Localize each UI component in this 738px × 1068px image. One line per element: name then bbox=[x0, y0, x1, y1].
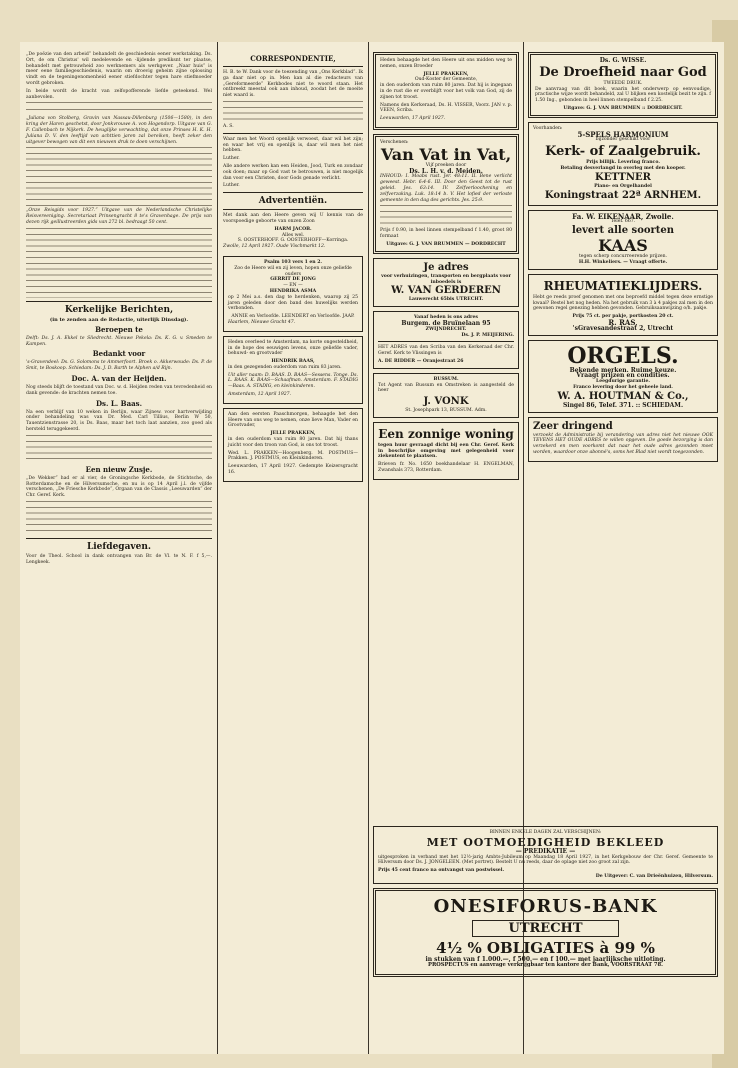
newspaper-page bbox=[20, 42, 724, 1054]
book-ad bbox=[528, 52, 718, 118]
review-text: „De poëzie van den arbeid” behandelt de geschiedenis eener werkstaking. Ds. Ort, de om Christus' wil medelevende en -lijdende prediksnt ter plaatse, behandelt met getrouwheid zoo werknemers als werkgever. „Naar huis” is meer eene familiegeschiedenis, waarin om droevig geheim zijne oplossing vindt en de tegeningenomenheid eener stiefdochter tegen hare stiefmoeder wordt gebroken. bbox=[26, 52, 212, 86]
column-2 bbox=[223, 52, 363, 486]
ad-text: Zoo de Heere wil en zij leven, hopen onze geliefde ouders bbox=[234, 265, 352, 277]
harmonium-ad bbox=[528, 122, 718, 206]
subheading: Doc. A. van der Heijden. bbox=[71, 373, 167, 383]
ad-text: Franco levering door het geheele land. bbox=[573, 384, 673, 390]
ad-text: S. OOSTERHOFF. G. OOSTERHOFF—Korringa. bbox=[237, 238, 349, 244]
article-text: Voor de Theol. School in dank ontvangen van Br. de Vl. te N. F. f 5,—. Lengkeek. bbox=[26, 553, 212, 565]
ad-text: Vraagt prijzen en condities. bbox=[576, 372, 670, 380]
notice-ad bbox=[528, 417, 718, 462]
ad-text: Telef. 667. bbox=[610, 219, 636, 225]
ad-heading: ORGELS. bbox=[567, 342, 679, 369]
ad-address: Singel 86, Telef. 371. :: SCHIEDAM. bbox=[562, 401, 684, 409]
ad-heading: Je adres bbox=[423, 261, 469, 273]
ad-text: bijzonder geschikt voor bbox=[595, 137, 651, 143]
ad-name: HENDRIKA ASMA bbox=[269, 288, 317, 294]
ad-text: Prijs 75 ct. per pakje, portkosten 20 ct. bbox=[572, 314, 674, 320]
ad-text: Alles wel. bbox=[281, 232, 305, 238]
ad-text: ANNIE en Verloofde. LEENDERT en Verloofde. JAAP. bbox=[231, 314, 355, 320]
quote-text: Waar men het Woord openlijk verwoest, daar wil het zijn; en waar het vrij en openlijk is, daar wil men het niet hebben. bbox=[223, 136, 363, 154]
ad-text: INHOUD: I. Moabs rust. Jer. 48:11. II. Bene verlicht geweest. Hebr. 6:4-6. III. Door den Geest tot de rust geleid. Jes. 63:14. IV. Zelfverloochening en zelfverzaking. Luk. 18:14 b. V. Het lofied der verloste gemeente in den dag des gerichts. Jes. 25:9. bbox=[380, 174, 512, 203]
ad-text: Namens den Kerkeraad, Ds. H. VISSER, Voorz. JAN v. p. VEEN, Scriba. bbox=[380, 102, 512, 114]
sermon-ad bbox=[373, 826, 718, 884]
signature: A. S. bbox=[223, 123, 234, 129]
ad-name: A. DE RIDDER — Oranjestraat 26 bbox=[378, 358, 464, 364]
quote-text: Alle andere werken kan een Heiden, Jood, Turk en zondaar ook doen; maar op God vast te betrouwen, is niet mogelijk dan voor een Christen, door Gods genade verlicht. bbox=[223, 163, 363, 181]
ad-text: voor verhuizingen, transporten en bergplaats voor inboedels is bbox=[381, 273, 511, 285]
ad-text: verzoekt de Administratie bij verandering van adres niet het nieuwe OOK TEVENS HET OUDE ADRES te willen opgeven. De goede bezorging is dan verzekerd en men voorkomt dat naar het oude adres gezonden moet worden, waardoor onze abonné's, soms het Blad niet wordt toegezonden. bbox=[533, 432, 713, 455]
publisher: De Uitgever: C. van Drieënhuizen, Hilversum. bbox=[595, 873, 713, 879]
review-text: In beide wordt de kracht van zelfopofferende liefde geteekend. Wel aanbevolen. bbox=[26, 88, 212, 100]
ad-name: W. A. HOUTMAN & Co., bbox=[557, 390, 689, 402]
ad-text: BINNEN ENKELE DAGEN ZAL VERSCHIJNEN: bbox=[489, 830, 602, 835]
ad-heading: 5-SPELS HARMONIUM bbox=[577, 129, 669, 139]
review-text: „Juliana von Stolberg, Gravin van Nassau-Dillenburg (1506—1580), in den kring der Haren geschetst, door Jonkvrouwe A. von Hogendorp. Uitgave van G. F. Callenbach te Nijkerk. De heuglijke verwachting, dat onze Prinses H. K. H. Juliana D. V. den leeftijd van achttien jaren zal bereiken, heeft zeker den uitgever bewogen van dit een nieuwen druk te doen verschijnen. bbox=[26, 116, 212, 145]
obituary-ad bbox=[223, 408, 363, 482]
signature: Luther. bbox=[223, 183, 240, 189]
ad-text: H.H. Winkeliers. — Vraagt offerte. bbox=[578, 259, 668, 265]
review-text: „Onze Reisgids voor 1927.” Uitgave van de Nederlandsche Christelijke Reisvereeniging. Secretariaat Prinsengracht 8 te's Gravenhage. De prijs van dezen rijk geillustreerden gids van 272 bl. bedraagt 50 cent. bbox=[26, 208, 212, 225]
ad-text: Voorhanden: bbox=[533, 125, 563, 131]
article-text: H. B. te W. Dank voor de toezending van „Ons Kerkblad”. Ik ga daar niet op in. Men kan al die redacteurs van „Gereformeerde” Kerkbodes niet te woord staan. Het ontbreekt meestal ook aan inhoud, zoodat het de moeite niet waard is. bbox=[223, 70, 363, 99]
ad-subheading: UTRECHT bbox=[472, 920, 619, 937]
publisher: Uitgave: G. J. VAN BRUMMEN :: DORDRECHT. bbox=[563, 105, 683, 111]
ad-address: Burgem. de Bruïnelaan 95 bbox=[401, 319, 491, 327]
ad-name: HENDRIK BAAS, bbox=[271, 359, 315, 365]
ad-name: JELLE PRAKKEN, bbox=[270, 431, 316, 437]
ad-text: De aanvraag van dit boek, waarin het onderwerp op eenvoudige, practische wijze wordt behandeld, zal U blijken een kostelijk bezit te zijn. f 1.50 Ing., gebonden in heel linnen stempelband f 2.25. bbox=[535, 86, 711, 104]
book-author: Ds. G. WISSE. bbox=[599, 57, 647, 64]
ad-name: HARM JACOB. bbox=[274, 226, 312, 232]
ad-text: Heden behaagde het den Heere uit ons midden weg te nemen, onzen Broeder bbox=[380, 58, 512, 69]
section-subheading: (in te zenden aan de Redactie, uiterlijk Dinsdag). bbox=[49, 316, 189, 323]
ad-text: Leeuwarden, 17 April 1927. bbox=[380, 116, 446, 122]
ad-text: Oud-Koster der Gemeente, bbox=[414, 77, 478, 83]
ad-text: Heden overleed te Amsterdam, na korte ongesteldheid, in de hope des eeuwigen levens, onze geliefde vader, behuwd- en grootvader bbox=[228, 339, 358, 357]
ad-text: in stukken van f 1.000.—, f 500.— en f 100.— met jaarlijksche uitloting. bbox=[425, 955, 666, 963]
ad-name: W. VAN GERDEREN bbox=[391, 285, 501, 297]
ad-address: 'sGravesandestraat 2, Utrecht bbox=[572, 324, 674, 332]
ad-text: Betaling desverlangd in overleg met den kooper. bbox=[560, 165, 686, 171]
ad-text: in den gezegenden ouderdom van ruim 83 jaren. bbox=[228, 364, 342, 370]
ad-text: Hebt ge reeds proef genomen met ons beproefd middel tegen deze ernstige kwaal? Bestel het nog heden. Na het gebruik van 3 à 4 pakjes zal men in den gewonen regel genezing hebben gevonden. Gebruiksaanwijzing o/h. pakje. bbox=[533, 294, 713, 312]
section-heading: Kerkelijke Berichten, bbox=[64, 304, 174, 315]
ad-text: Verschenen: bbox=[380, 139, 409, 145]
ad-text: Piano- en Orgelhandel bbox=[594, 183, 652, 189]
address-ad bbox=[373, 311, 519, 369]
ad-heading: MET OOTMOEDIGHEID BEKLEED bbox=[426, 835, 665, 849]
ad-text: Prijs 45 cent franco na ontvangst van postwissel. bbox=[378, 868, 505, 874]
section-heading: CORRESPONDENTIE, bbox=[250, 54, 336, 63]
ad-heading: Een zonnige woning bbox=[378, 426, 514, 441]
ad-name: Ds. J. P. MEIJERING. bbox=[461, 332, 514, 338]
subheading: Beroepen te bbox=[95, 324, 143, 334]
article-text: Delft: Ds. J. A. Ekkel te Sliedrecht. Nieuwe Pekela: Ds. K. G. v. Smeden te Kampen. bbox=[26, 335, 212, 347]
ad-address: Lauwerecht 65bis UTRECHT. bbox=[408, 297, 484, 303]
ad-name: J. VONK bbox=[423, 396, 469, 408]
section-heading: Advertentiën. bbox=[258, 196, 328, 207]
ad-text: Wed. L. PRAKKEN—Hoogenberg. M. POSTMUS—Prakken. J. POSTMUS, en Kleinkinderen. bbox=[228, 450, 358, 462]
ad-name: GERRIT DE JONG bbox=[270, 277, 316, 283]
ad-text: Leeuwarden, 17 April 1927. Gedempte Keizersgracht 16. bbox=[228, 464, 358, 476]
ad-name: KETTNER bbox=[595, 171, 651, 183]
ad-text: in den ouderdom van ruim 80 jaren. Dat hij thans juicht voor den troon van God, is ons tot troost. bbox=[228, 437, 358, 448]
column-rule bbox=[217, 42, 218, 1054]
column-4 bbox=[528, 52, 718, 466]
obituary-ad bbox=[223, 336, 363, 404]
ad-text: Prijs billijk. Levering franco. bbox=[586, 160, 660, 166]
ad-text: TWEEDE DRUK. bbox=[603, 80, 643, 86]
ad-text: — EN — bbox=[283, 283, 303, 289]
ad-text: uitgesproken in verband met het 12½-jarig Ambts-Jubileum op Maandag 18 April 1927, in het Kerkgebouw der Chr. Geref. Gemeente te Hilversum door Ds. J. JONGELEEN. (Met portret). Bestelt U nu reeds, daar de oplage niet zoo groot zal zijn. bbox=[378, 854, 713, 866]
anniversary-ad bbox=[223, 256, 363, 332]
ad-name: JELLE PRAKKEN, bbox=[423, 71, 469, 77]
book-title: De Droefheid naar God bbox=[539, 64, 707, 80]
ad-heading: ONESIFORUS-BANK bbox=[433, 895, 658, 917]
ad-subheading: — PREDIKATIE — bbox=[515, 847, 576, 855]
ad-heading: Psalm 103 vers 1 en 2. bbox=[263, 259, 323, 265]
agent-ad bbox=[373, 373, 519, 418]
article-text: Nog steeds blijft de toestand van Doc. w. d. Heijden reden van tevredenheid en dank gevende: de krachten nemen toe. bbox=[26, 384, 212, 396]
ad-text: Met dank aan den Heere geven wij U kennis van de voorspoedige geboorte van onzen Zoon bbox=[223, 213, 363, 224]
ad-text: Vanaf heden is ons adres bbox=[414, 315, 478, 321]
ad-heading: Zeer dringend bbox=[533, 420, 613, 432]
housing-ad bbox=[373, 422, 519, 480]
ad-heading: BUSSUM. bbox=[433, 376, 459, 382]
publisher: Uitgave: G. J. VAN BRUMMEN — DORDRECHT bbox=[386, 241, 506, 247]
article-text: Na een verblijf van 10 weken in Berlijn, waar Zijnew. voor hartverwijding onder behandeling was van Dr. Med. Carl Tillius, Berlin W 50, Tauentzienstrasse 20, is Ds. Baas, maar het toch laat aanzien, zoo goed als hersteld teruggekeerd. bbox=[26, 409, 212, 432]
ad-address: Brieven fr. No. 1650 boekhandelaar H. ENGELMAN, Zwanshals 373, Rotterdam. bbox=[378, 462, 514, 474]
ad-text: Bekende merken. Ruime keuze. bbox=[569, 366, 677, 374]
subheading: Ds. L. Baas. bbox=[95, 398, 143, 408]
obituary-ad bbox=[373, 52, 519, 130]
subheading: Een nieuw Zusje. bbox=[85, 464, 153, 474]
moving-ad bbox=[373, 258, 519, 307]
ad-text: op 2 Mei a.s. den dag te herdenken, waarop zij 25 jaren geleden door den band des huwelijks werden verbonden. bbox=[228, 294, 358, 312]
ad-address: Koningstraat 22ª ARNHEM. bbox=[544, 189, 702, 201]
ad-address: ZWIJNDRECHT. bbox=[425, 326, 467, 332]
section-heading: Liefdegaven. bbox=[86, 541, 152, 552]
ad-text: levert alle soorten bbox=[571, 225, 675, 237]
ad-address: St. Josephpark 13, BUSSUM. Adm. bbox=[405, 408, 487, 414]
book-ad bbox=[373, 134, 519, 254]
ad-name: R. RAS, bbox=[608, 317, 638, 327]
ad-text: Zwolle, 12 April 1927. Oude Vischmarkt 12. bbox=[223, 244, 326, 250]
column-rule bbox=[368, 42, 369, 1054]
ad-name: Fa. W. EIKENAAR, Zwolle. bbox=[572, 211, 674, 221]
column-3 bbox=[373, 52, 519, 484]
ad-text: Amsterdam, 12 April 1927. bbox=[228, 392, 292, 398]
ad-text: Tot Agent van Bussum en Omstreken is aangesteld de heer bbox=[378, 382, 514, 394]
organ-ad bbox=[528, 340, 718, 413]
ad-text: Leegdurige garantie. bbox=[595, 379, 651, 385]
ad-heading: Kerk- of Zaalgebruik. bbox=[545, 144, 701, 160]
ad-text: tegen huur gevraagd dicht bij een Chr. Geref. Kerk in boschrijke omgeving met gelegenheid voor ziekentent te plaatsen. bbox=[378, 442, 514, 460]
bank-ad bbox=[373, 888, 718, 978]
book-author: Ds. L. H. v. d. Meiden. bbox=[409, 167, 483, 175]
ad-text: HET ADRES van den Scriba van den Kerkeraad der Chr. Geref. Kerk te Vlissingen is bbox=[378, 345, 514, 357]
ad-heading: KAAS bbox=[598, 236, 648, 256]
article-text: „De Wekker” had er al vier, de Groningsche Kerkbode, de Stichtsche, de Rotterdamsche en de Hilversumsche, en nu is op 14 April j.l. de vijfde verschenen, „De Friesche Kerkbode”, Orgaan van de Classis „Leeuwarden” der Chr. Geref. Kerk. bbox=[26, 475, 212, 499]
bottom-ads bbox=[373, 826, 718, 981]
subheading: Bedankt voor bbox=[92, 349, 146, 359]
rheumatism-ad bbox=[528, 274, 718, 336]
ad-text: Prijs f 0.90, in heel linnen stempelband f 1.40, groot 80 formaat bbox=[380, 228, 512, 240]
ad-heading: 4½ % OBLIGATIES à 99 % bbox=[436, 938, 655, 957]
signature: Luther. bbox=[223, 156, 240, 162]
ad-heading: RHEUMATIEKLIJDERS. bbox=[543, 278, 703, 293]
ad-text: in den ouderdom van ruim 80 jaren. Dat hij is ingegaan in de rust die er overblijft voor het volk van God, zij de zijnen tot troost. bbox=[380, 83, 512, 100]
ad-text: PROSPECTUS en aanvrage verkrijgbaar ten kantore der Bank, VOORSTRAAT 78. bbox=[428, 961, 663, 968]
article-text: 's-Gravendeel: Ds. G. Solomons te Ammerfoort. Broek o. Akkerwoude: Ds. P. de Smit, te Boskoop. Schiedam: Ds. J. D. Barth te Alphen a/d Rijn. bbox=[26, 360, 212, 372]
column-1 bbox=[26, 52, 212, 568]
ad-text: Uit aller naam: D. BAAS. D. BAAS—Sessens. Tonge. Ds. L. BAAS. K. BAAS—Schaafman. Amsterdam. F. STADIG—Baas. A. STADIG, en kleinkinderen. bbox=[228, 372, 358, 390]
ad-text: Haarlem, Nieuwe Gracht 47. bbox=[228, 319, 296, 325]
ad-text: Aan den eersten Paaschmorgen, behaagde het den Heere van ons weg te nemen, onze lieve Man, Vader en Grootvader, bbox=[228, 411, 358, 429]
book-title: Van Vat in Vat, bbox=[380, 144, 512, 164]
ad-text: Vijf preeken door bbox=[425, 162, 467, 168]
cheese-ad bbox=[528, 210, 718, 270]
ad-text: tegen scherp concurreerende prijzen. bbox=[578, 254, 668, 260]
